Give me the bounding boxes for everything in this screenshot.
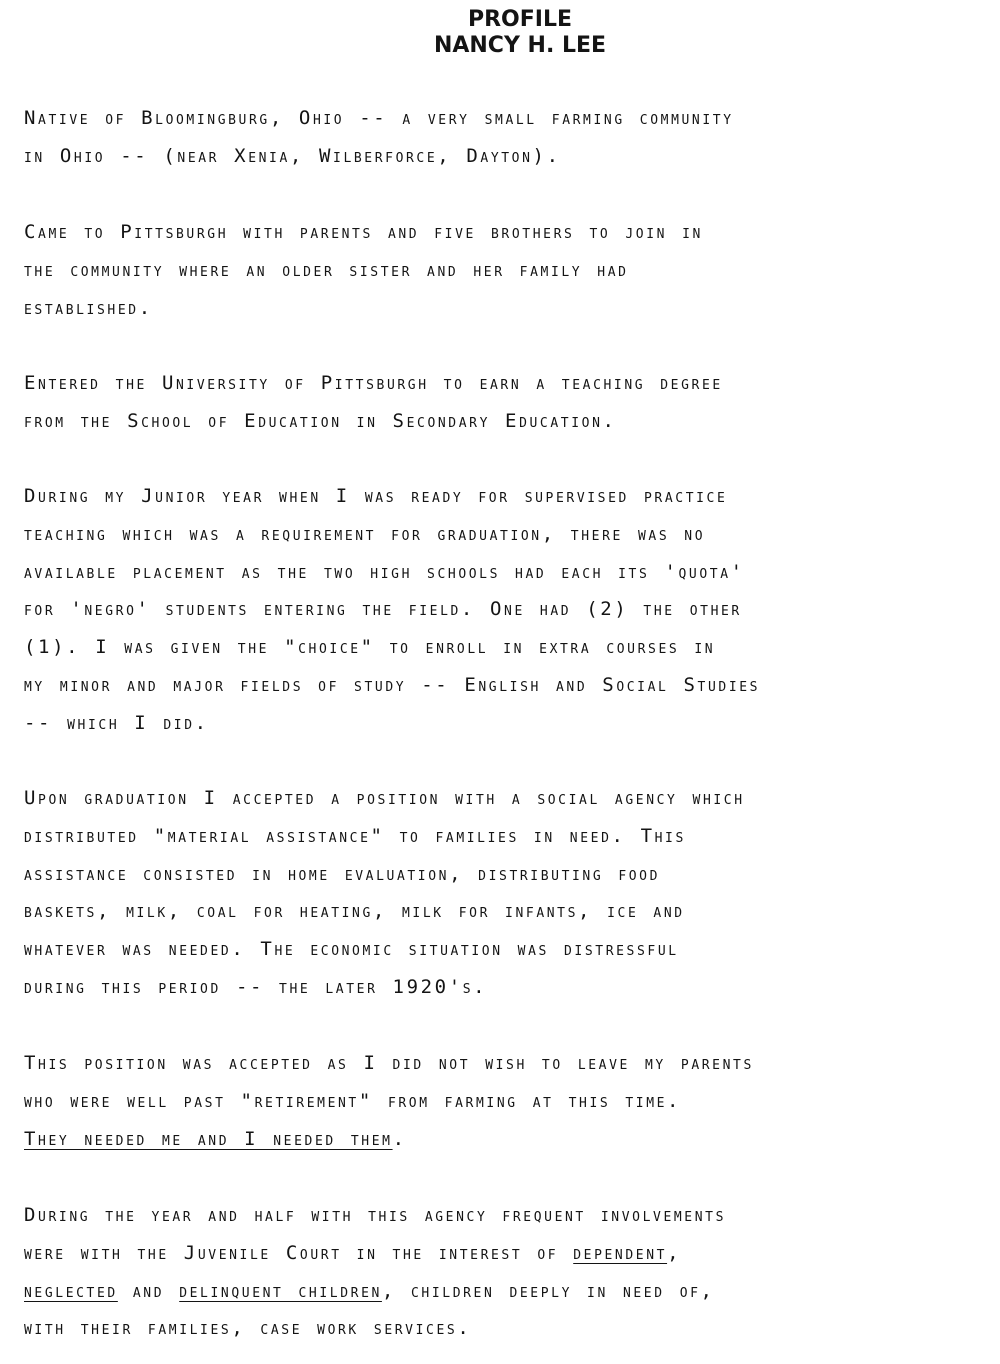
profile-name: NANCY H. LEE <box>433 33 607 58</box>
paragraph-position-accepted <box>24 1045 994 1158</box>
paragraph-university <box>24 365 994 441</box>
text-line <box>24 1235 994 1273</box>
underlined-word: neglected <box>24 1279 118 1302</box>
text-line: (1). I was given the "choice" to enroll in extra courses in <box>24 636 716 659</box>
text-line: from the School of Education in Secondary Education. <box>24 409 617 432</box>
text-fragment: were with the Juvenile Court in the interest of <box>24 1241 574 1264</box>
text-line: who were well past "retirement" from farming at this time. <box>24 1089 682 1112</box>
text-line: -- which I did. <box>24 711 209 734</box>
text-line: established. <box>24 296 153 319</box>
text-fragment: . <box>392 1127 407 1150</box>
text-line: Came to Pittsburgh with parents and five brothers to join in <box>24 221 703 243</box>
text-fragment: and <box>117 1279 180 1302</box>
paragraph-upon-graduation <box>24 780 994 1007</box>
text-line: Upon graduation I accepted a position with a social agency which <box>24 787 745 809</box>
text-line: During the year and half with this agency frequent involvements <box>24 1204 727 1226</box>
paragraph-came-to-pittsburgh <box>24 214 994 327</box>
text-fragment: , children deeply in need of, <box>381 1279 715 1302</box>
text-line: This position was accepted as I did not wish to leave my parents <box>24 1052 754 1074</box>
text-line: During my Junior year when I was ready for supervised practice <box>24 485 728 507</box>
text-line: during this period -- the later 1920's. <box>24 975 488 998</box>
paragraph-juvenile-court <box>24 1197 994 1348</box>
text-line: teaching which was a requirement for graduation, there was no <box>24 522 706 545</box>
text-line <box>24 1121 994 1159</box>
text-line <box>24 1273 994 1311</box>
document-title: PROFILE <box>467 7 573 32</box>
text-line: in Ohio -- (near Xenia, Wilberforce, Dayton). <box>24 144 561 167</box>
text-line: the community where an older sister and her family had <box>24 258 629 281</box>
text-line: whatever was needed. The economic situation was distressful <box>24 938 679 961</box>
underlined-phrase: delinquent children <box>179 1279 382 1302</box>
text-line: baskets, milk, coal for heating, milk for infants, ice and <box>24 900 685 923</box>
text-line: my minor and major fields of study -- English and Social Studies <box>24 673 761 696</box>
paragraph-native-of <box>24 100 994 176</box>
text-line: for 'negro' students entering the field. One had (2) the other <box>24 598 742 621</box>
underlined-word: dependent <box>573 1241 668 1264</box>
text-line: with their families, case work services. <box>24 1317 472 1340</box>
text-fragment: , <box>667 1241 682 1264</box>
text-line: assistance consisted in home evaluation, distributing food <box>24 862 661 885</box>
text-line: Entered the University of Pittsburgh to earn a teaching degree <box>24 372 723 394</box>
text-line: available placement as the two high schools had each its 'quota' <box>24 560 745 583</box>
paragraph-junior-year <box>24 478 994 743</box>
text-line: Native of Bloomingburg, Ohio -- a very small farming community <box>24 107 734 129</box>
text-line: distributed "material assistance" to families in need. This <box>24 824 686 847</box>
underlined-phrase: They needed me and I needed them <box>24 1127 393 1150</box>
